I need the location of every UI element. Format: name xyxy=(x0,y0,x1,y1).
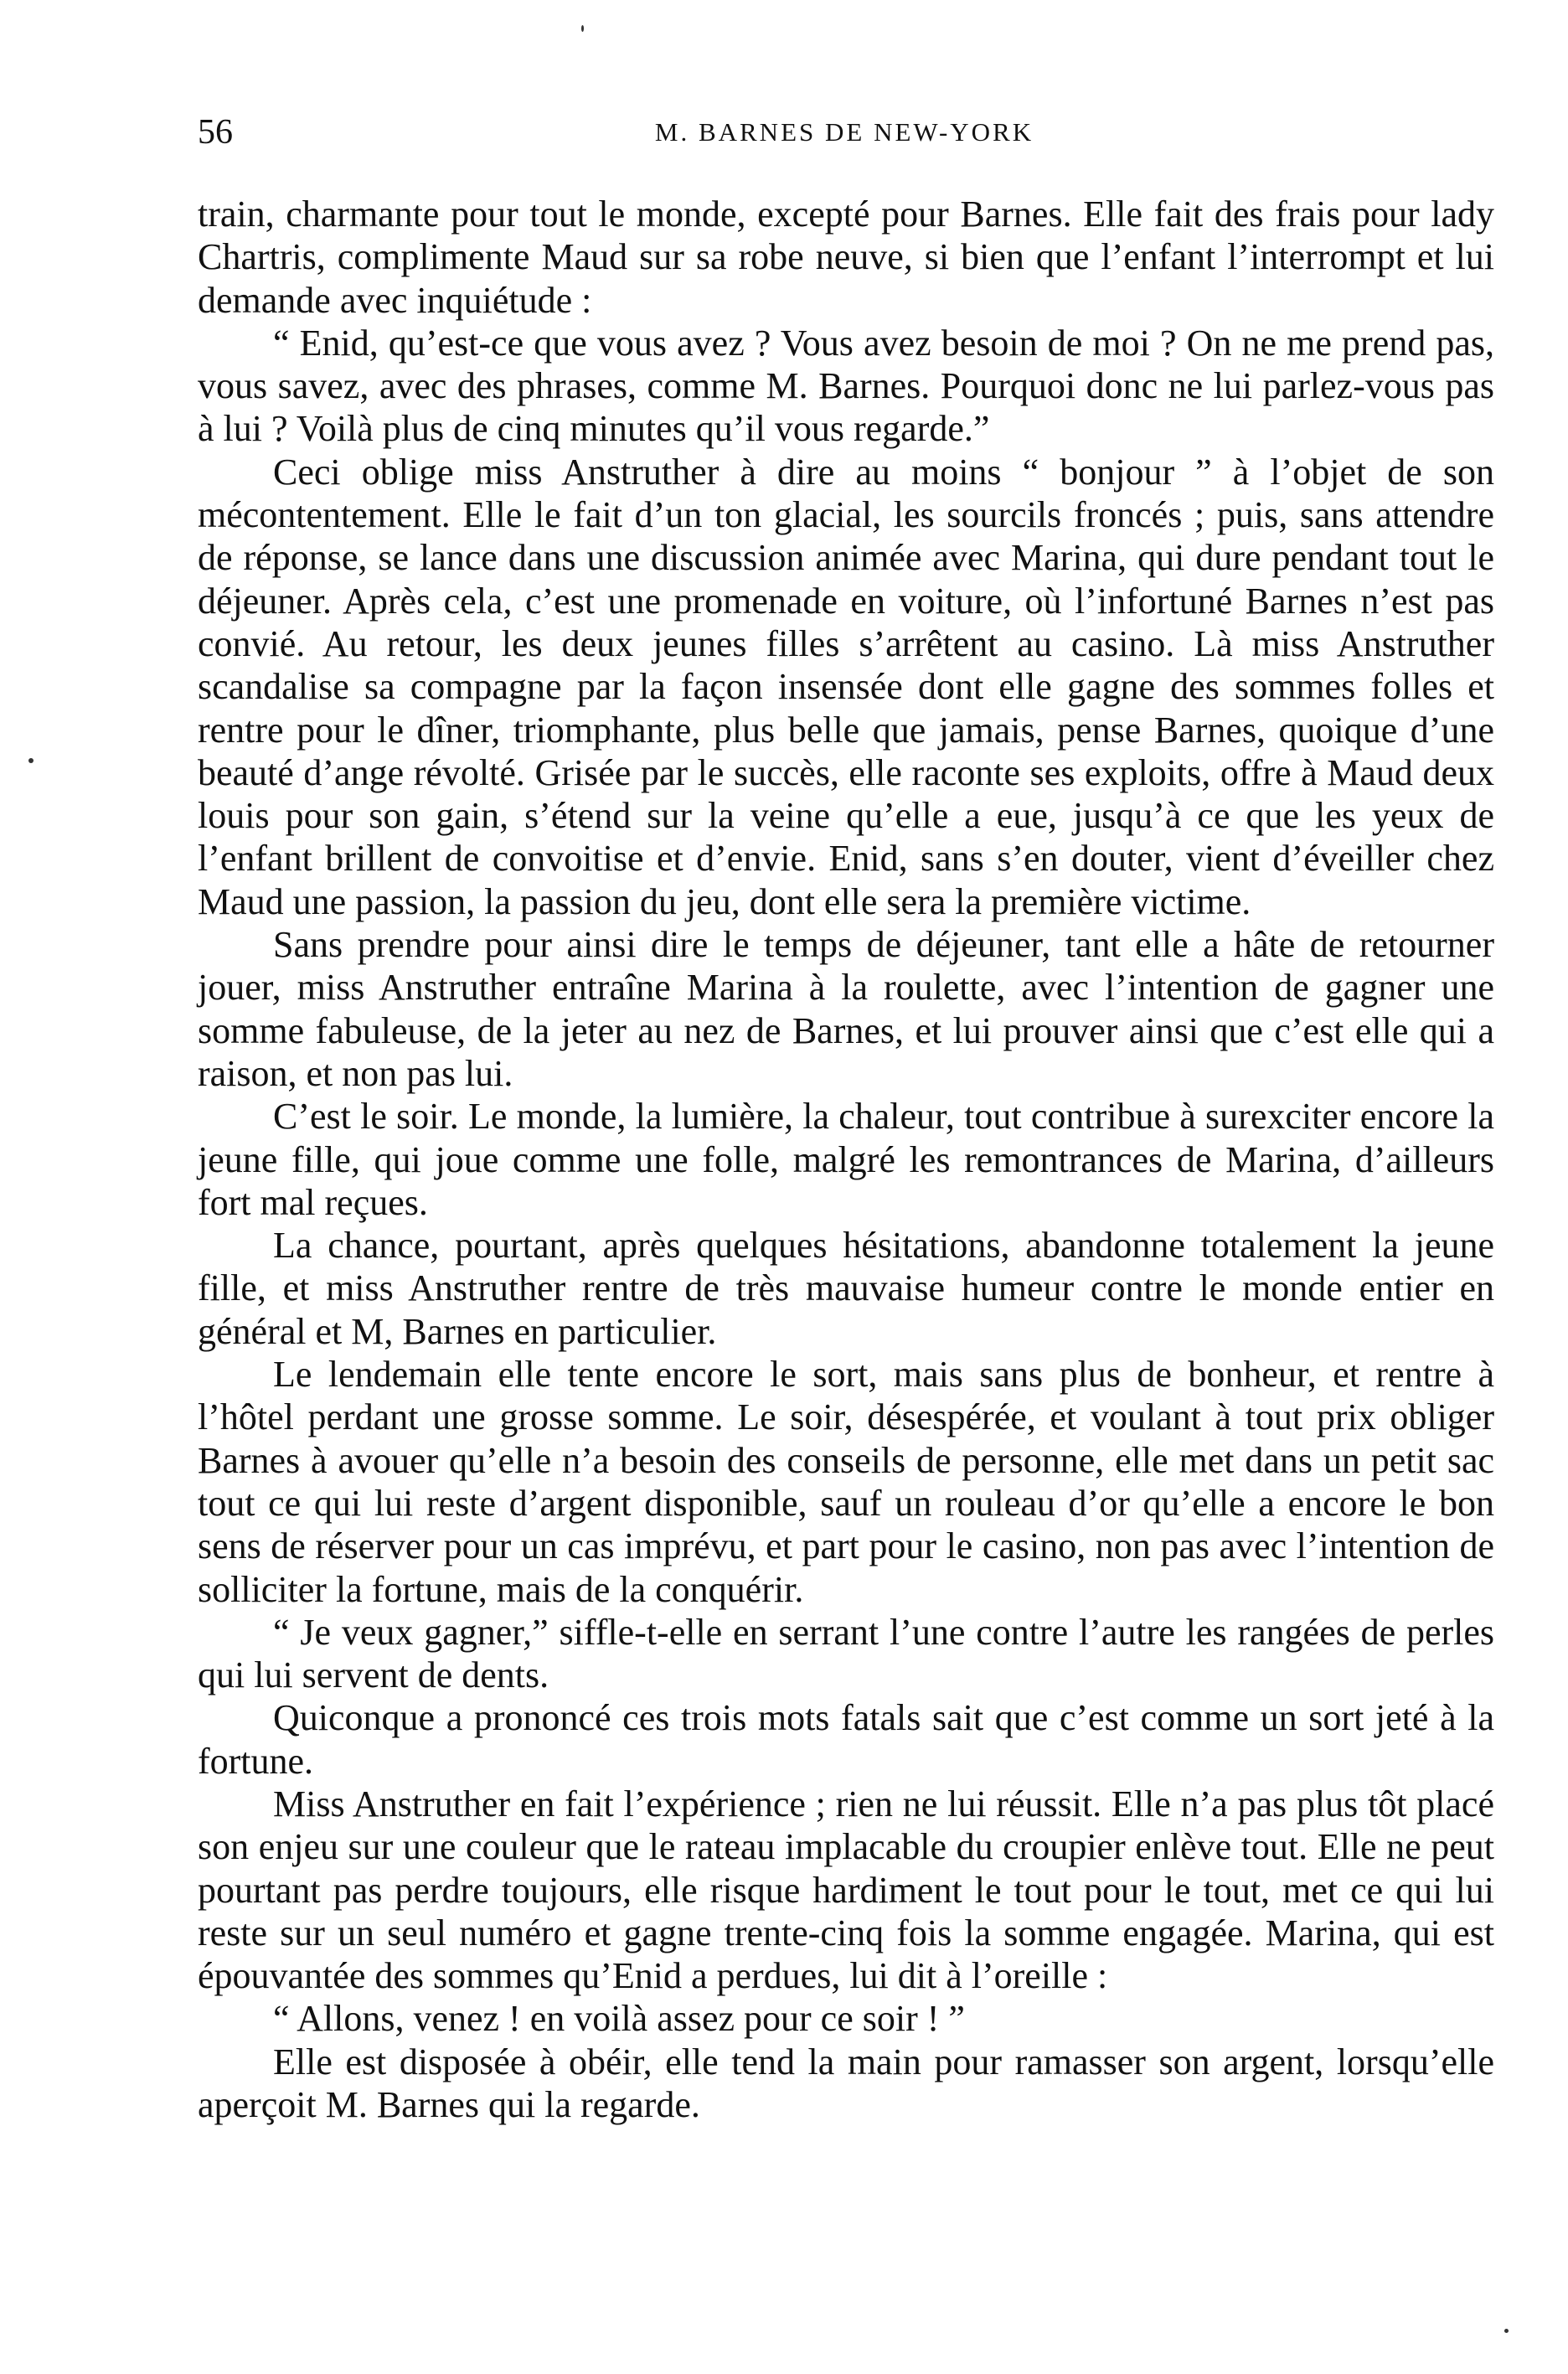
paragraph: Miss Anstruther en fait l’expérience ; rien ne lui réussit. Elle n’a pas plus tôt placé son enjeu sur une couleur que le rateau implacable du croupier enlève tout. Elle ne peut pourtant pas perdre toujours, elle risque hardiment le tout pour le tout, met ce qui lui reste sur un seul numéro et gagne trente-cinq fois la somme engagée. Marina, qui est épouvantée des sommes qu’Enid a perdues, lui dit à l’oreille : xyxy=(198,1783,1494,1997)
paragraph: train, charmante pour tout le monde, excepté pour Barnes. Elle fait des frais pour lady Chartris, complimente Maud sur sa robe neuve, si bien que l’enfant l’interrompt et lui demande avec inquiétude : xyxy=(198,194,1494,321)
paragraph: “ Enid, qu’est-ce que vous avez ? Vous avez besoin de moi ? On ne me prend pas, vous savez, avec des phrases, comme M. Barnes. Pourquoi donc ne lui parlez-vous pas à lui ? Voilà plus de cinq minutes qu’il vous regarde.” xyxy=(198,322,1494,450)
paragraph: C’est le soir. Le monde, la lumière, la chaleur, tout contribue à surexciter encore la jeune fille, qui joue comme une folle, malgré les remontrances de Marina, d’ailleurs fort mal reçues. xyxy=(198,1096,1494,1223)
scan-speck xyxy=(581,25,584,32)
scan-speck xyxy=(1504,2329,1509,2333)
paragraph: Sans prendre pour ainsi dire le temps de déjeuner, tant elle a hâte de retourner jouer, miss Anstruther entraîne Marina à la roulette, avec l’intention de gagner une somme fabuleuse, de la jeter au nez de Barnes, et lui prouver ainsi que c’est elle qui a raison, et non pas lui. xyxy=(198,924,1494,1094)
paragraph: Le lendemain elle tente encore le sort, mais sans plus de bonheur, et rentre à l’hôtel perdant une grosse somme. Le soir, désespérée, et voulant à tout prix obliger Barnes à avouer qu’elle n’a besoin des conseils de personne, elle met dans un petit sac tout ce qui lui reste d’argent disponible, sauf un rouleau d’or qu’elle a encore le bon sens de réserver pour un cas imprévu, et part pour le casino, non pas avec l’intention de solliciter la fortune, mais de la conquérir. xyxy=(198,1354,1494,1610)
paragraph: Elle est disposée à obéir, elle tend la main pour ramasser son argent, lorsqu’elle aperçoit M. Barnes qui la regarde. xyxy=(198,2041,1494,2126)
paragraph: Ceci oblige miss Anstruther à dire au moins “ bonjour ” à l’objet de son mécontentement. Elle le fait d’un ton glacial, les sourcils froncés ; puis, sans attendre de réponse, se lance dans une discussion animée avec Marina, qui dure pendant tout le déjeuner. Après cela, c’est une promenade en voiture, où l’infortuné Barnes n’est pas convié. Au retour, les deux jeunes filles s’arrêtent au casino. Là miss Anstruther scandalise sa compagne par la façon insensée dont elle gagne des sommes folles et rentre pour le dîner, triomphante, plus belle que jamais, pense Barnes, quoique d’une beauté d’ange révolté. Grisée par le succès, elle raconte ses exploits, offre à Maud deux louis pour son gain, s’étend sur la veine qu’elle a eue, jusqu’à ce que les yeux de l’enfant brillent de convoitise et d’envie. Enid, sans s’en douter, vient d’éveiller chez Maud une passion, la passion du jeu, dont elle sera la première victime. xyxy=(198,451,1494,922)
paragraph: “ Allons, venez ! en voilà assez pour ce soir ! ” xyxy=(273,1998,965,2040)
scan-speck xyxy=(28,758,34,763)
body-text xyxy=(198,193,1494,2126)
page-header xyxy=(198,107,1491,157)
paragraph: Quiconque a prononcé ces trois mots fatals sait que c’est comme un sort jeté à la fortune. xyxy=(198,1697,1494,1782)
paragraph: “ Je veux gagner,” siffle-t-elle en serrant l’une contre l’autre les rangées de perles qui lui servent de dents. xyxy=(198,1611,1494,1696)
paragraph: La chance, pourtant, après quelques hésitations, abandonne totalement la jeune fille, et miss Anstruther rentre de très mauvaise humeur contre le monde entier en général et M, Barnes en particulier. xyxy=(198,1225,1494,1352)
page-number: 56 xyxy=(198,113,233,152)
running-head: M. BARNES DE NEW-YORK xyxy=(654,117,1034,147)
